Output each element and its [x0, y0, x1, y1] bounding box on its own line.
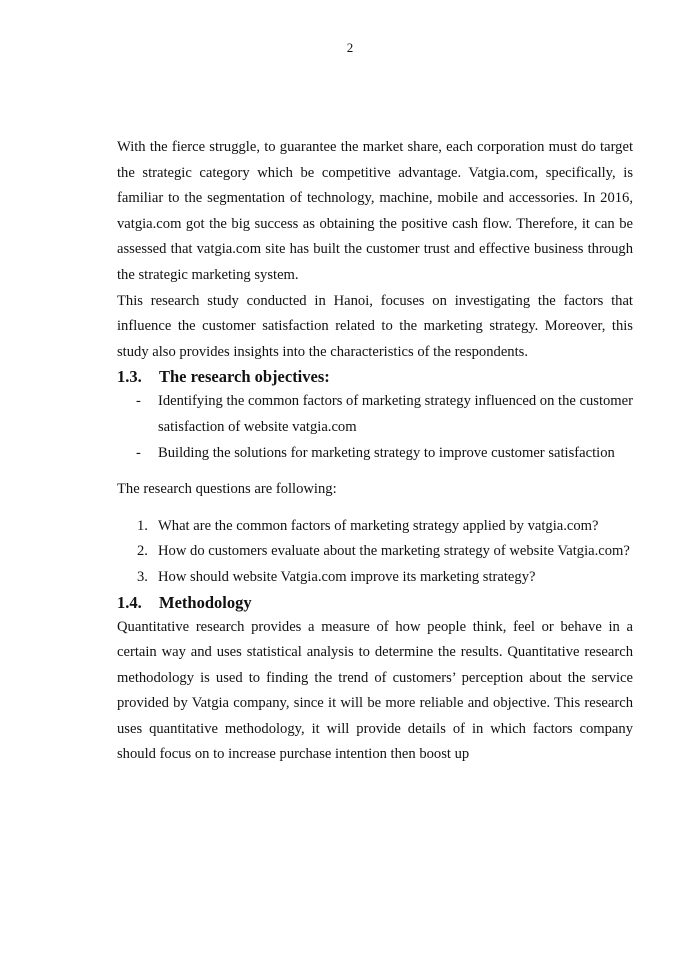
- question-item: [117, 514, 633, 540]
- scope-paragraph: This research study conducted in Hanoi, focuses on investigating the factors that influence the customer satisfaction related to the marketing strategy. Moreover, this study also provides insights into the characteristics of the respondents.: [117, 292, 633, 360]
- questions-intro: The research questions are following:: [117, 481, 337, 498]
- question-item: [117, 539, 633, 565]
- dash-bullet: -: [136, 444, 141, 461]
- section-number: 1.4.: [117, 592, 142, 612]
- section-heading-objectives: [117, 365, 633, 389]
- questions-list: [117, 514, 633, 591]
- question-number: 1.: [137, 517, 148, 534]
- intro-paragraph: With the fierce struggle, to guarantee the market share, each corporation must do target the strategic category which be competitive advantage. Vatgia.com, specifically, is familiar to the segmentation of technology, machine, mobile and accessories. In 2016, vatgia.com got the big success as obtaining the positive cash flow. Therefore, it can be assessed that vatgia.com site has built the customer trust and effective business through the strategic marketing system.: [117, 139, 633, 283]
- question-number: 2.: [137, 543, 148, 560]
- section-heading-methodology: [117, 591, 633, 615]
- page-number: 2: [346, 40, 354, 55]
- section-number: 1.3.: [117, 367, 142, 387]
- objective-text: Identifying the common factors of marketing strategy influenced on the customer satisfaction of website vatgia.com: [158, 393, 633, 435]
- methodology-paragraph: Quantitative research provides a measure of how people think, feel or behave in a certain way and uses statistical analysis to determine the results. Quantitative research methodology is used to finding the trend of customers’ perception about the service provided by Vatgia company, since it will be more reliable and objective. This research uses quantitative methodology, it will provide details of in which factors company should focus on to increase purchase intention then boost up: [117, 618, 633, 763]
- question-text: What are the common factors of marketing strategy applied by vatgia.com?: [158, 517, 599, 534]
- objective-item: [117, 441, 633, 467]
- page-content: [117, 135, 633, 768]
- question-text: How do customers evaluate about the marketing strategy of website Vatgia.com?: [158, 543, 630, 560]
- section-title: Methodology: [159, 592, 252, 612]
- question-number: 3.: [137, 568, 148, 585]
- objective-text: Building the solutions for marketing strategy to improve customer satisfaction: [158, 444, 615, 461]
- question-item: [117, 565, 633, 591]
- question-text: How should website Vatgia.com improve its marketing strategy?: [158, 568, 536, 585]
- objective-item: [117, 389, 633, 440]
- section-title: The research objectives:: [159, 367, 330, 387]
- dash-bullet: -: [136, 393, 141, 410]
- objectives-list: [117, 389, 633, 466]
